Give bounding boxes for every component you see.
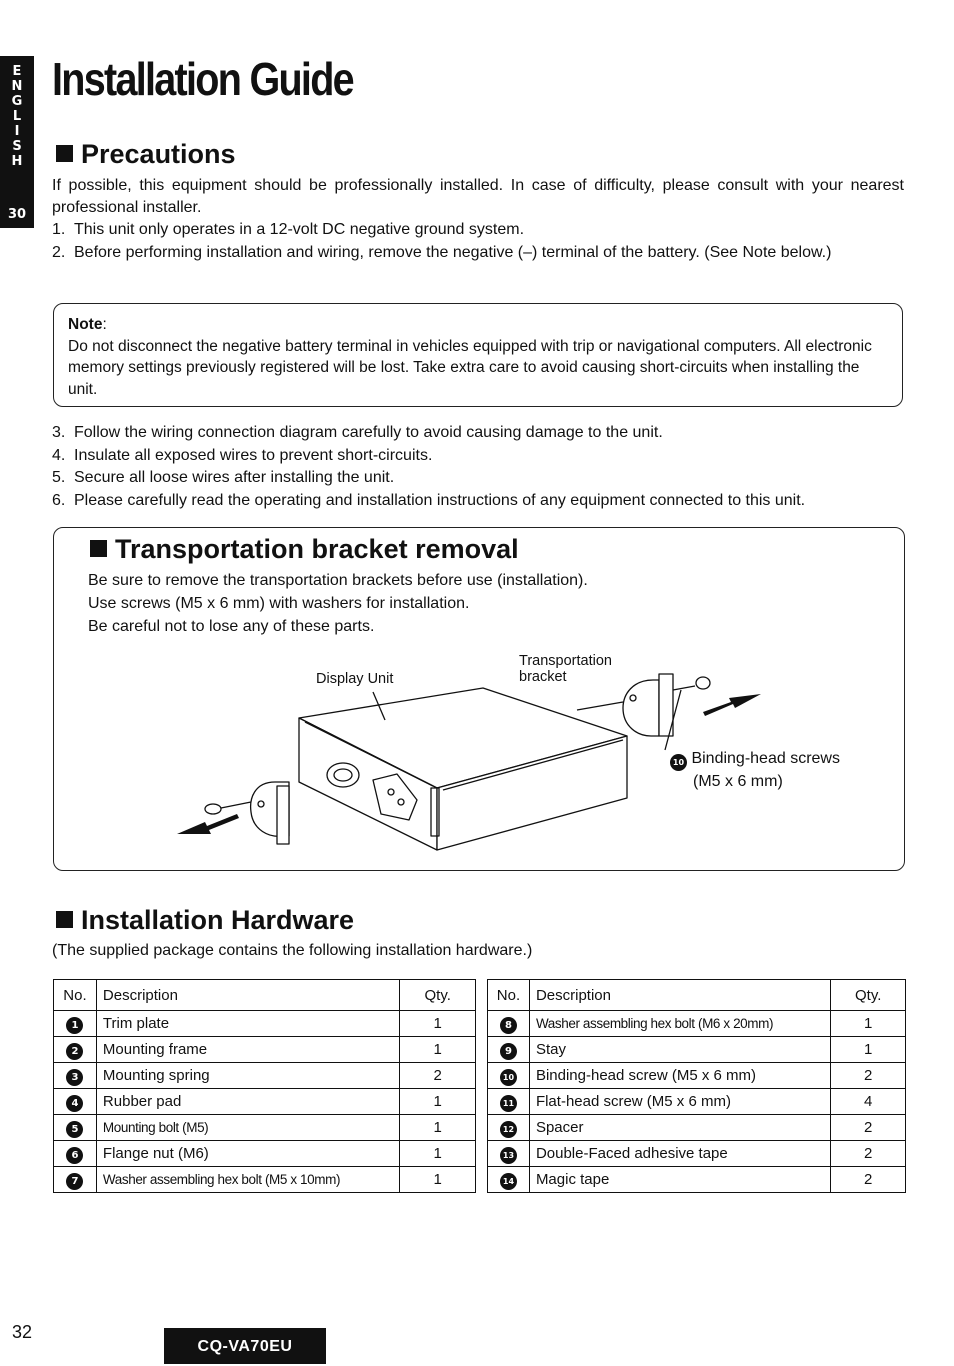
table-header-row [54, 980, 476, 1011]
tab-letter: S [12, 139, 22, 154]
precautions-heading-text: Precautions [81, 139, 236, 169]
list-item [52, 490, 904, 513]
list-item [52, 445, 904, 468]
tab-letter: N [11, 79, 23, 94]
list-item [52, 422, 904, 445]
heading-square-icon [56, 911, 73, 928]
hardware-heading-text: Installation Hardware [81, 905, 355, 935]
table-row [488, 1063, 906, 1089]
item-qty: 2 [831, 1115, 906, 1141]
item-description: Mounting bolt (M5) [96, 1115, 399, 1141]
number-5-icon: 5 [66, 1121, 83, 1138]
item-text: Before performing installation and wiring, remove the negative (–) terminal of the battery. (See Note below.) [74, 243, 832, 261]
list-item [52, 242, 904, 265]
hardware-table-right [487, 979, 906, 1193]
heading-square-icon [90, 540, 107, 557]
column-header-no: No. [488, 980, 530, 1011]
number-10-icon: 10 [500, 1069, 517, 1086]
right-bracket-icon [623, 680, 659, 736]
item-qty: 2 [831, 1167, 906, 1193]
item-qty: 1 [831, 1011, 906, 1037]
language-side-tab [0, 56, 34, 228]
item-number: 4. [52, 446, 66, 464]
tab-letter: L [12, 109, 22, 124]
item-number: 6. [52, 491, 66, 509]
tab-letter: H [11, 154, 23, 169]
item-number: 2. [52, 243, 66, 261]
number-12-icon: 12 [500, 1121, 517, 1138]
item-qty: 1 [400, 1011, 476, 1037]
note-colon: : [102, 316, 107, 333]
item-description: Flange nut (M6) [96, 1141, 399, 1167]
number-8-icon: 8 [500, 1017, 517, 1034]
precautions-intro: If possible, this equipment should be professionally installed. In case of difficulty, please consult with your nearest professional installer. [52, 177, 904, 216]
item-text: Insulate all exposed wires to prevent short-circuits. [74, 446, 433, 464]
number-9-icon: 9 [500, 1043, 517, 1060]
column-header-description: Description [96, 980, 399, 1011]
item-description: Spacer [529, 1115, 830, 1141]
right-screw-icon [696, 677, 710, 689]
number-13-icon: 13 [500, 1147, 517, 1164]
item-description: Magic tape [529, 1167, 830, 1193]
number-1-icon: 1 [66, 1017, 83, 1034]
table-row [54, 1141, 476, 1167]
item-number: 1. [52, 221, 66, 238]
number-10-icon: 10 [670, 754, 687, 771]
bracket-label-line: Transportation [519, 653, 612, 669]
item-text: Follow the wiring connection diagram carefully to avoid causing damage to the unit. [74, 424, 663, 441]
precautions-heading [56, 139, 236, 170]
item-description: Stay [529, 1037, 830, 1063]
note-box [53, 303, 903, 407]
bracket-leader [577, 702, 623, 710]
bracket-label-line: bracket [519, 669, 567, 685]
left-screw-icon [205, 804, 221, 814]
number-11-icon: 11 [500, 1095, 517, 1112]
item-qty: 1 [400, 1115, 476, 1141]
number-4-icon: 4 [66, 1095, 83, 1112]
tab-letter: E [12, 64, 22, 79]
right-arrow-icon [703, 694, 761, 716]
number-7-icon: 7 [66, 1173, 83, 1190]
model-badge: CQ-VA70EU [164, 1328, 326, 1364]
table-row [488, 1115, 906, 1141]
item-qty: 1 [831, 1037, 906, 1063]
precautions-list-top [52, 219, 904, 264]
item-number: 3. [52, 424, 66, 441]
item-qty: 1 [400, 1037, 476, 1063]
language-tab-letters [0, 56, 34, 169]
table-row [54, 1011, 476, 1037]
bracket-removal-text [88, 569, 588, 638]
hardware-heading [56, 905, 354, 936]
note-text: Do not disconnect the negative battery terminal in vehicles equipped with trip or navigational computers. All electronic memory settings previously registered will be lost. Take extra care to avoid causing short-circuits when installing the unit. [68, 337, 872, 398]
heading-square-icon [56, 145, 73, 162]
table-row [54, 1115, 476, 1141]
hardware-intro: (The supplied package contains the following installation hardware.) [52, 942, 533, 959]
bracket-line: Be sure to remove the transportation brackets before use (installation). [88, 572, 588, 589]
hardware-table-left [53, 979, 476, 1193]
column-header-qty: Qty. [400, 980, 476, 1011]
table-row [54, 1167, 476, 1193]
precautions-list-bottom [52, 422, 904, 512]
item-qty: 4 [831, 1089, 906, 1115]
item-description: Binding-head screw (M5 x 6 mm) [529, 1063, 830, 1089]
item-description: Mounting frame [96, 1037, 399, 1063]
table-row [54, 1037, 476, 1063]
language-tab-page: 30 [7, 207, 27, 222]
list-item [52, 467, 904, 490]
column-header-qty: Qty. [831, 980, 906, 1011]
list-item [52, 219, 904, 242]
item-text: This unit only operates in a 12-volt DC negative ground system. [74, 221, 525, 238]
table-row [488, 1141, 906, 1167]
left-arrow-icon [177, 814, 239, 834]
column-header-no: No. [54, 980, 97, 1011]
item-description: Trim plate [96, 1011, 399, 1037]
item-qty: 2 [400, 1063, 476, 1089]
number-6-icon: 6 [66, 1147, 83, 1164]
number-14-icon: 14 [500, 1173, 517, 1190]
item-description: Double-Faced adhesive tape [529, 1141, 830, 1167]
item-text: Secure all loose wires after installing the unit. [74, 469, 395, 486]
item-description: Mounting spring [96, 1063, 399, 1089]
page-number: 32 [12, 1322, 33, 1342]
table-row [488, 1011, 906, 1037]
bracket-removal-heading-text: Transportation bracket removal [115, 534, 519, 564]
bracket-removal-heading [90, 534, 519, 565]
item-qty: 1 [400, 1089, 476, 1115]
table-row [54, 1063, 476, 1089]
item-number: 5. [52, 469, 66, 486]
item-description: Washer assembling hex bolt (M6 x 20mm) [529, 1011, 830, 1037]
bracket-line: Be careful not to lose any of these parts. [88, 618, 375, 635]
table-row [54, 1089, 476, 1115]
table-header-row [488, 980, 906, 1011]
screws-label-line: (M5 x 6 mm) [693, 773, 783, 790]
table-row [488, 1167, 906, 1193]
item-qty: 2 [831, 1063, 906, 1089]
item-qty: 1 [400, 1141, 476, 1167]
item-description: Rubber pad [96, 1089, 399, 1115]
note-label: Note [68, 316, 103, 333]
item-qty: 2 [831, 1141, 906, 1167]
item-description: Flat-head screw (M5 x 6 mm) [529, 1089, 830, 1115]
screws-label-line: Binding-head screws [691, 750, 840, 767]
tab-letter: G [11, 94, 23, 109]
page-title: Installation Guide [52, 53, 353, 105]
bracket-removal-diagram [165, 650, 765, 860]
number-2-icon: 2 [66, 1043, 83, 1060]
column-header-description: Description [529, 980, 830, 1011]
table-row [488, 1089, 906, 1115]
item-text: Please carefully read the operating and installation instructions of any equipment connected to this unit. [74, 491, 806, 509]
number-3-icon: 3 [66, 1069, 83, 1086]
tab-letter: I [14, 124, 20, 139]
item-qty: 1 [400, 1167, 476, 1193]
bracket-line: Use screws (M5 x 6 mm) with washers for installation. [88, 595, 470, 612]
table-row [488, 1037, 906, 1063]
item-description: Washer assembling hex bolt (M5 x 10mm) [96, 1167, 399, 1193]
display-unit-label: Display Unit [316, 671, 394, 687]
